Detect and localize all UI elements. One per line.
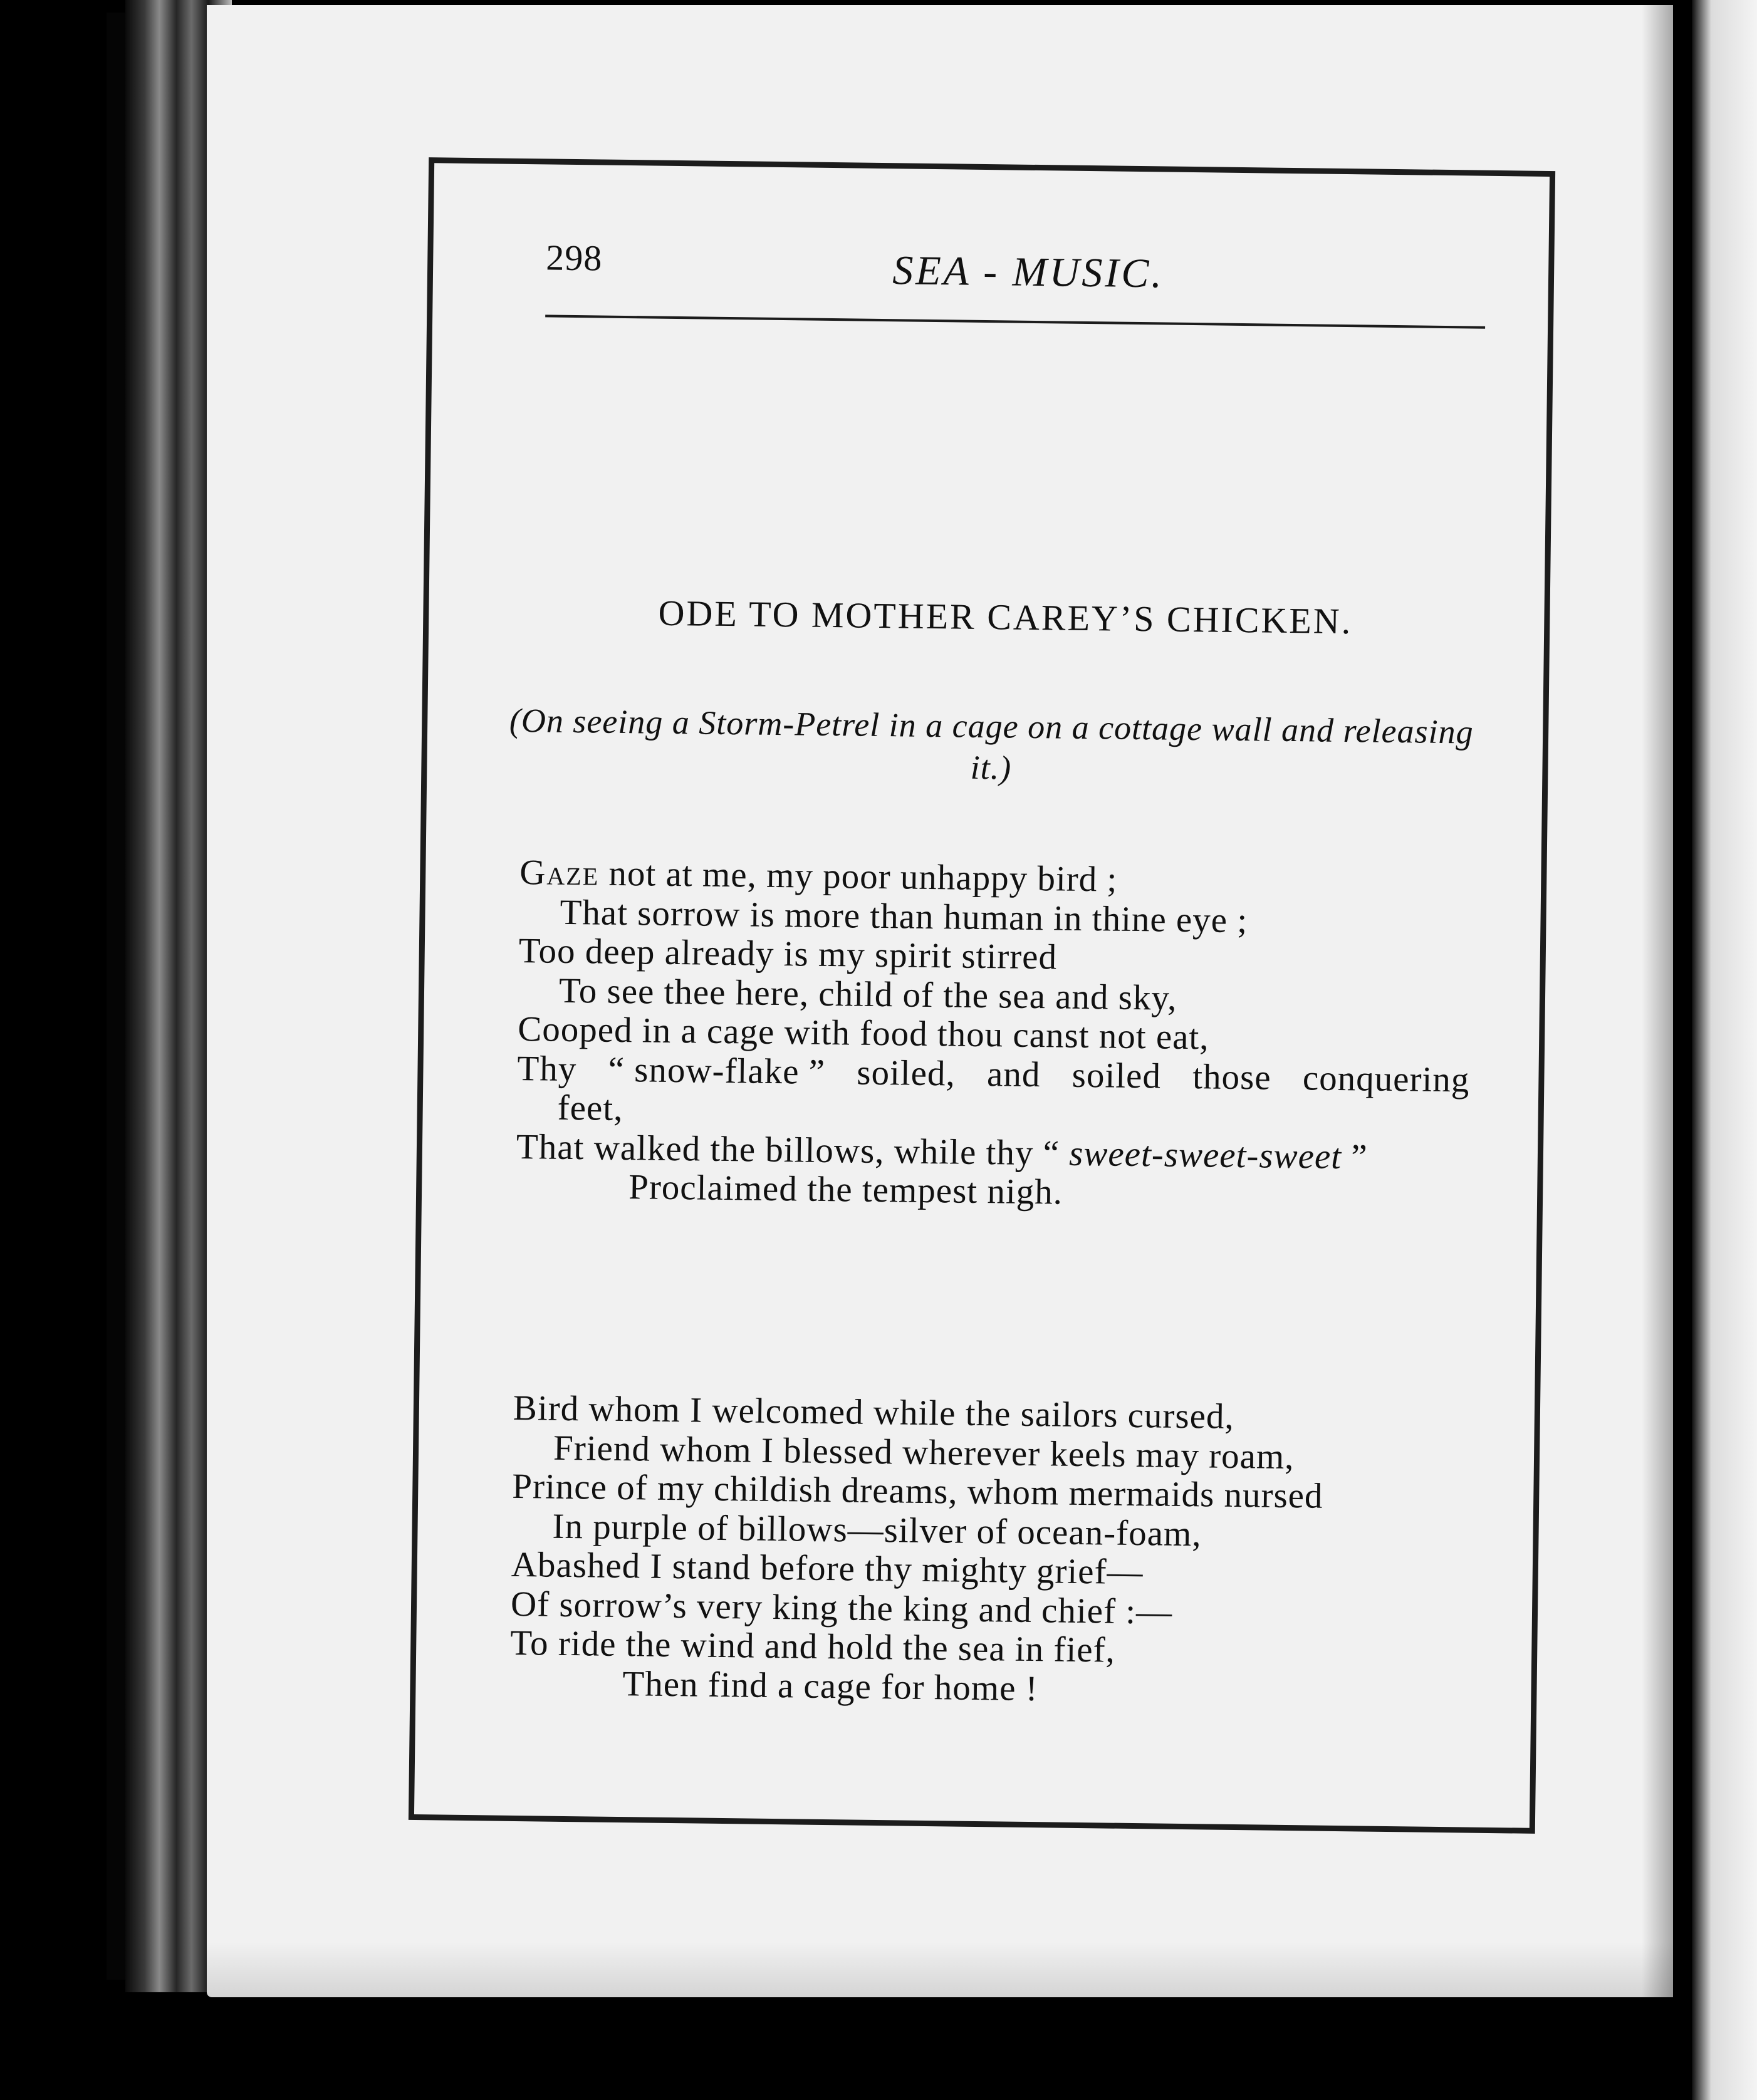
verse-line: Friend whom I blessed wherever keels may roam, xyxy=(553,1428,1295,1477)
verse-word: soiled xyxy=(1071,1055,1162,1096)
verse-text: ” xyxy=(1341,1136,1369,1177)
verse-word: conquering xyxy=(1302,1058,1470,1100)
page-frame xyxy=(409,157,1555,1834)
spine-shadow xyxy=(1642,0,1698,2005)
verse-line: To see thee here, child of the sea and sky, xyxy=(558,970,1177,1018)
verse-text: not at me, my poor unhappy bird ; xyxy=(598,853,1118,900)
verse-word: soiled, xyxy=(856,1053,956,1093)
verse-line: Bird whom I welcomed while the sailors cursed, xyxy=(513,1388,1235,1437)
page-shadow xyxy=(207,1942,1673,1999)
poem-subtitle: (On seeing a Storm-Petrel in a cage on a cottage wall and releasing it.) xyxy=(509,701,1474,787)
verse-line: That sorrow is more than human in thine eye ; xyxy=(560,892,1248,940)
stanza-1 xyxy=(516,853,1504,1218)
verse-line: Then find a cage for home ! xyxy=(622,1663,1039,1708)
verse-italic: sweet-sweet-sweet xyxy=(1068,1133,1342,1177)
verse-word: Thy xyxy=(517,1048,577,1089)
header-rule xyxy=(545,314,1485,328)
page-number: 298 xyxy=(545,237,603,279)
verse-line: To ride the wind and hold the sea in fief, xyxy=(509,1623,1116,1670)
stanza-2 xyxy=(509,1389,1497,1714)
verse-word: “ snow-flake ” xyxy=(608,1049,826,1092)
verse-line: feet, xyxy=(557,1088,623,1129)
facing-page-edge xyxy=(1692,0,1757,2100)
poem-title: ODE TO MOTHER CAREY’S CHICKEN. xyxy=(658,592,1353,642)
verse-line: Abashed I stand before thy mighty grief— xyxy=(511,1544,1144,1593)
verse-line: Too deep already is my spirit stirred xyxy=(518,930,1058,977)
verse-line: Cooped in a cage with food thou canst not eat, xyxy=(517,1009,1210,1058)
running-title: SEA - MUSIC. xyxy=(892,247,1165,297)
verse-word: those xyxy=(1192,1056,1271,1098)
verse-line: In purple of billows—silver of ocean-foam, xyxy=(552,1506,1202,1554)
verse-line: Proclaimed the tempest nigh. xyxy=(628,1167,1063,1212)
verse-word: and xyxy=(986,1054,1041,1094)
verse-line: Prince of my childish dreams, whom mermaids nursed xyxy=(511,1466,1323,1516)
verse-text: That walked the billows, while thy “ xyxy=(516,1126,1070,1173)
verse-line: Of sorrow’s very king the king and chief :— xyxy=(510,1584,1173,1632)
initial-word: Gaze xyxy=(519,852,600,893)
